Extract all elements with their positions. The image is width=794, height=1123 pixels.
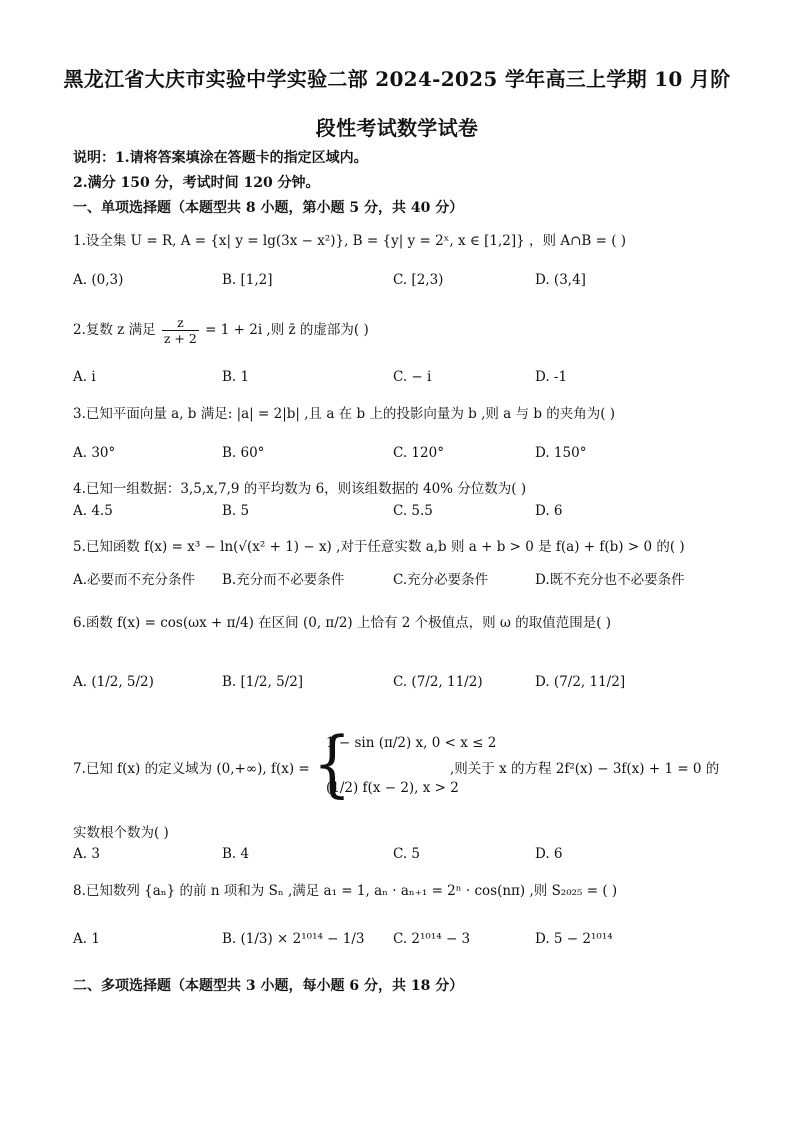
question-4-stem: 4.已知一组数据：3,5,x,7,9 的平均数为 6，则该组数据的 40% 分位数为( ): [73, 481, 527, 497]
question-5-option-b: B.充分而不必要条件: [222, 572, 345, 588]
exam-title-line2: 段性考试数学试卷: [315, 116, 479, 140]
question-8-option-c: C. 2¹⁰¹⁴ − 3: [393, 931, 471, 947]
question-2-fraction: [162, 315, 199, 346]
question-1-option-a: A. (0,3): [73, 272, 124, 288]
question-6-option-d: D. (7/2, 11/2]: [535, 674, 626, 690]
question-5-option-a: A.必要而不充分条件: [73, 572, 196, 588]
question-7-stem-continued: 实数根个数为( ): [73, 825, 169, 841]
question-6-option-c: C. (7/2, 11/2): [393, 674, 483, 690]
question-3-stem: 3.已知平面向量 a, b 满足: |a| = 2|b| ,且 a 在 b 上的投影向量为 b ,则 a 与 b 的夹角为( ): [73, 406, 616, 422]
question-1-option-b: B. [1,2]: [222, 272, 273, 288]
question-8-option-b: B. (1/3) × 2¹⁰¹⁴ − 1/3: [222, 931, 365, 947]
section-1-heading: 一、单项选择题（本题型共 8 小题，第小题 5 分，共 40 分）: [73, 200, 464, 216]
question-1-stem: 1.设全集 U = R, A = {x| y = lg(3x − x²)}, B = {y| y = 2ˣ, x ∈ [1,2]} ，则 A∩B = ( ): [73, 233, 627, 249]
piecewise-brace-icon: {: [313, 722, 352, 806]
question-7-option-a: A. 3: [73, 846, 100, 862]
question-8-option-d: D. 5 − 2¹⁰¹⁴: [535, 931, 613, 947]
question-3-option-b: B. 60°: [222, 445, 265, 461]
question-5-option-d: D.既不充分也不必要条件: [535, 572, 685, 588]
question-6-option-b: B. [1/2, 5/2]: [222, 674, 304, 690]
question-6-option-a: A. (1/2, 5/2): [73, 674, 154, 690]
question-2-option-c: C. − i: [393, 369, 432, 385]
question-7-option-b: B. 4: [222, 846, 250, 862]
question-4-option-c: C. 5.5: [393, 503, 433, 519]
question-2-option-d: D. -1: [535, 369, 568, 385]
question-2-stem-suffix: = 1 + 2i ,则 z̄ 的虚部为( ): [205, 322, 369, 338]
question-3-option-c: C. 120°: [393, 445, 444, 461]
question-8-stem: 8.已知数列 {aₙ} 的前 n 项和为 Sₙ ,满足 a₁ = 1, aₙ · aₙ₊₁ = 2ⁿ · cos(nπ) ,则 S₂₀₂₅ = ( ): [73, 883, 618, 899]
exam-title-line1: 黑龙江省大庆市实验中学实验二部 2024-2025 学年高三上学期 10 月阶: [63, 67, 731, 91]
question-1-option-d: D. (3,4]: [535, 272, 586, 288]
section-2-heading: 二、多项选择题（本题型共 3 小题，每小题 6 分，共 18 分）: [73, 978, 464, 994]
question-4-option-b: B. 5: [222, 503, 250, 519]
question-7-stem-suffix: ,则关于 x 的方程 2f²(x) − 3f(x) + 1 = 0 的: [450, 761, 720, 777]
question-2-stem-prefix: 2.复数 z 满足: [73, 322, 156, 338]
question-3-option-d: D. 150°: [535, 445, 587, 461]
instructions-note-1: 说明：1.请将答案填涂在答题卡的指定区域内。: [73, 150, 368, 166]
question-3-option-a: A. 30°: [73, 445, 116, 461]
question-2-fraction-numerator: z: [162, 315, 199, 331]
question-7-option-c: C. 5: [393, 846, 421, 862]
question-2-option-b: B. 1: [222, 369, 250, 385]
question-5-option-c: C.充分必要条件: [393, 572, 489, 588]
question-2-stem: [73, 315, 369, 346]
question-4-option-a: A. 4.5: [73, 503, 113, 519]
instructions-note-2: 2.满分 150 分，考试时间 120 分钟。: [73, 175, 320, 191]
question-7-stem-prefix: 7.已知 f(x) 的定义域为 (0,+∞), f(x) =: [73, 761, 310, 777]
question-4-option-d: D. 6: [535, 503, 563, 519]
question-7-case-1: 1 − sin (π/2) x, 0 < x ≤ 2: [326, 735, 497, 751]
question-8-option-a: A. 1: [73, 931, 100, 947]
question-2-fraction-denominator: z + 2: [163, 331, 197, 346]
question-7-option-d: D. 6: [535, 846, 563, 862]
question-1-option-c: C. [2,3): [393, 272, 444, 288]
question-5-stem: 5.已知函数 f(x) = x³ − ln(√(x² + 1) − x) ,对于任意实数 a,b 则 a + b > 0 是 f(a) + f(b) > 0 的( ): [73, 539, 685, 555]
question-7-case-2: (1/2) f(x − 2), x > 2: [326, 780, 459, 796]
question-6-stem: 6.函数 f(x) = cos(ωx + π/4) 在区间 (0, π/2) 上恰有 2 个极值点，则 ω 的取值范围是( ): [73, 615, 612, 631]
question-2-option-a: A. i: [73, 369, 96, 385]
